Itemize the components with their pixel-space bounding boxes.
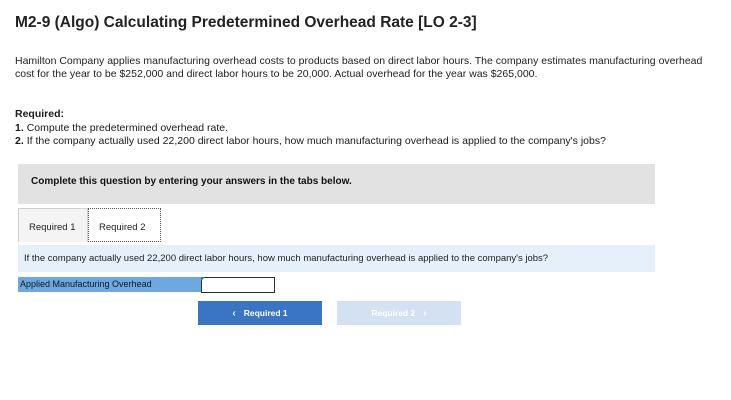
chevron-right-icon: › (423, 307, 427, 319)
input-corner-marker (201, 277, 205, 281)
next-required-2-button[interactable] (337, 301, 461, 325)
requirement-1-number: 1. (15, 122, 24, 134)
requirement-2-number: 2. (15, 135, 24, 147)
prev-button-label: Required 1 (243, 307, 288, 318)
requirement-2 (15, 135, 606, 147)
tab-required-1-label: Required 1 (29, 222, 76, 233)
question-panel (18, 245, 655, 272)
chevron-left-icon: ‹ (232, 307, 236, 319)
required-heading: Required: (15, 108, 65, 120)
page-title: M2-9 (Algo) Calculating Predetermined Overhead Rate [LO 2-3] (15, 14, 477, 31)
instructions-text: Complete this question by entering your answers in the tabs below. (31, 176, 352, 187)
applied-overhead-input[interactable] (201, 277, 275, 293)
tab-required-1[interactable] (18, 208, 88, 242)
prev-required-1-button[interactable] (198, 301, 322, 325)
instructions-banner (18, 164, 655, 204)
tab-required-2-label: Required 2 (99, 222, 146, 233)
tab-required-2[interactable] (88, 208, 161, 242)
next-button-label: Required 2 (371, 307, 416, 318)
requirement-1-text: Compute the predetermined overhead rate. (26, 122, 229, 134)
answer-row-label (18, 277, 201, 292)
question-text: If the company actually used 22,200 direct labor hours, how much manufacturing overhead is applied to the company's jobs? (24, 253, 549, 264)
requirement-2-text: If the company actually used 22,200 direct labor hours, how much manufacturing overhead is applied to the company's jobs? (26, 135, 606, 147)
answer-label-text: Applied Manufacturing Overhead (20, 279, 152, 289)
requirement-1 (15, 122, 228, 134)
problem-description: Hamilton Company applies manufacturing overhead costs to products based on direct labor hours. The company estimates manufacturing overhead cost for the year to be $252,000 and direct labor hours to be 20,000. Actual overhead for the year was $265,000. (15, 55, 703, 80)
